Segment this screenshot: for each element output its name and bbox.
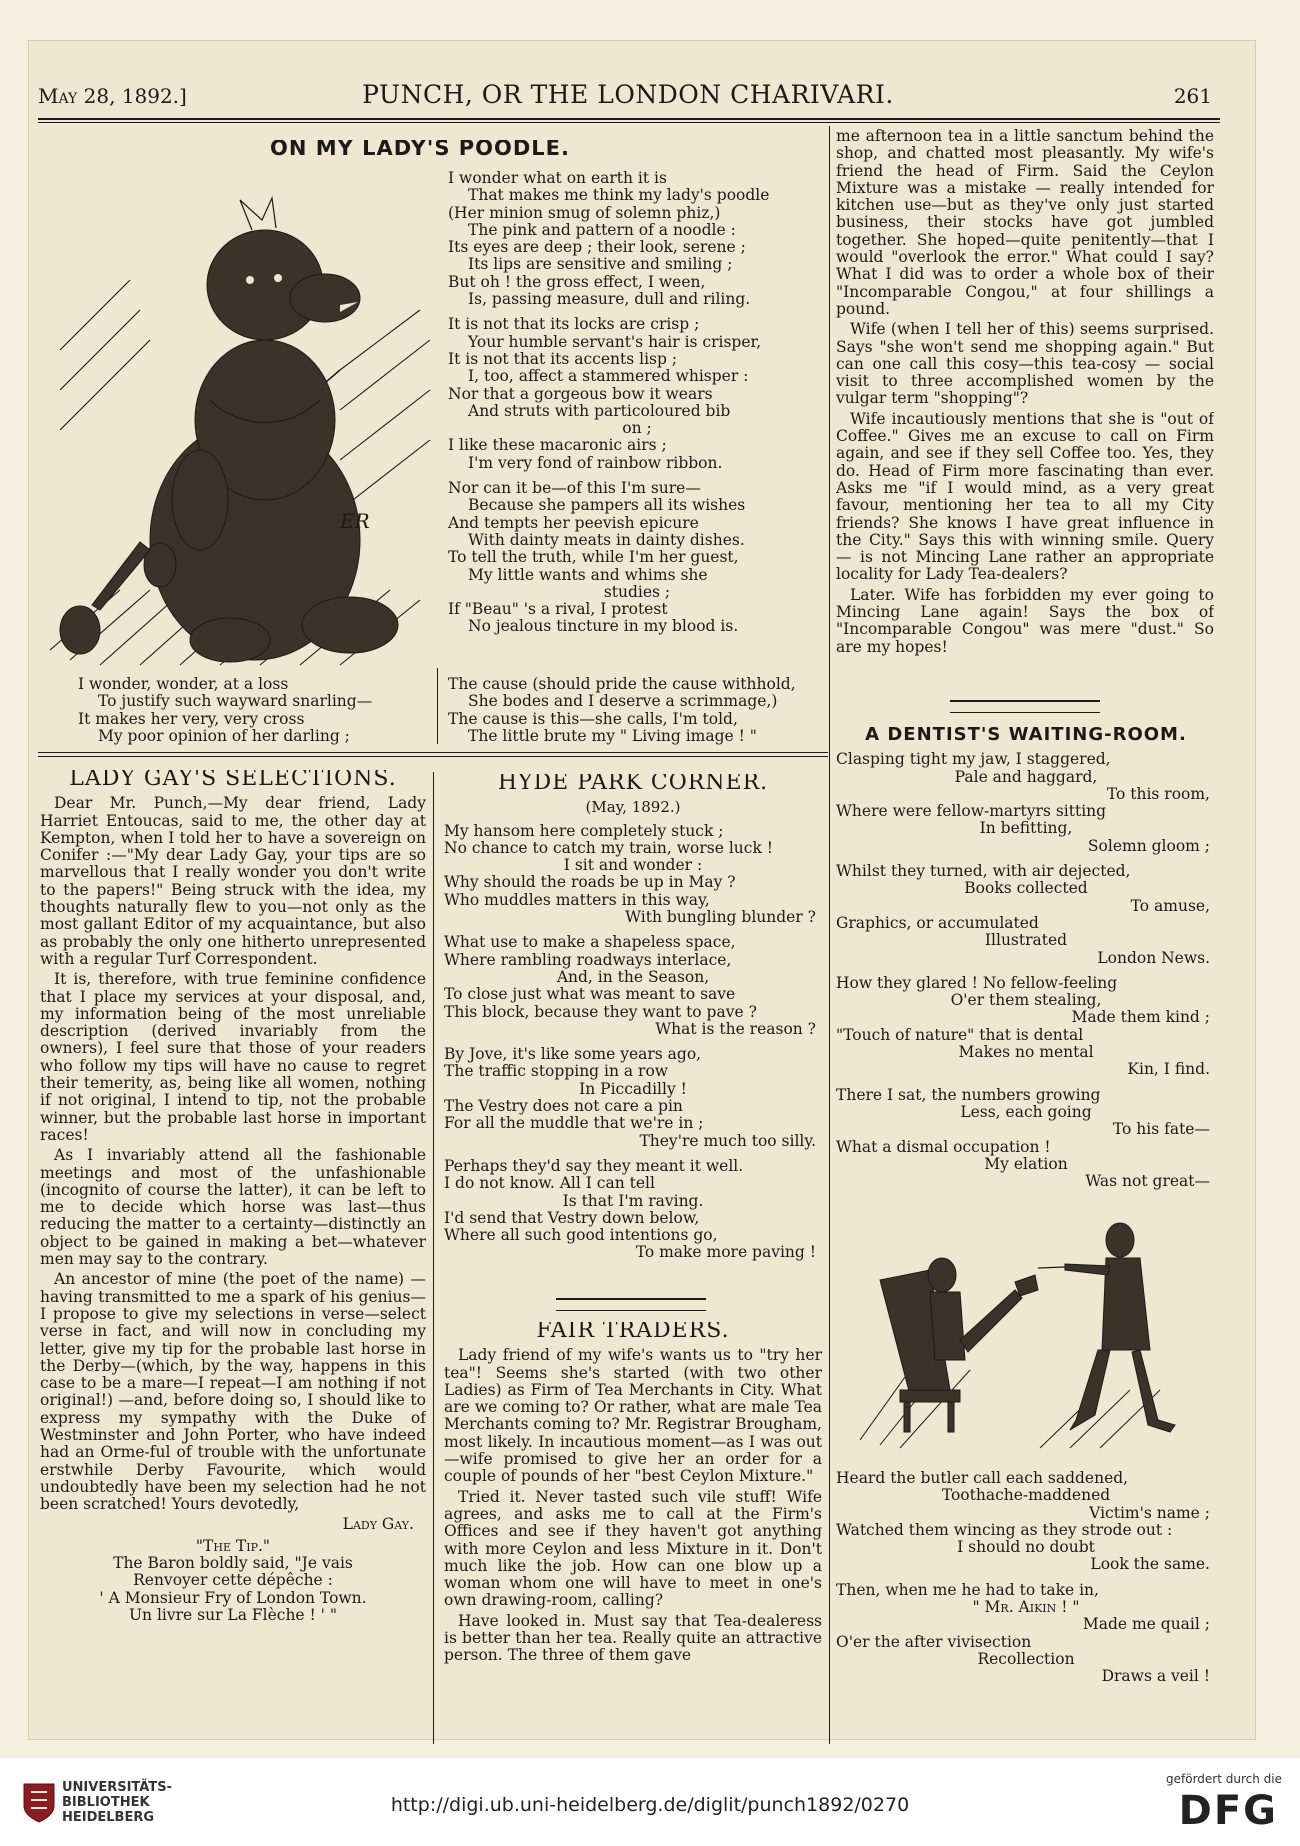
verse-line: I'm very fond of rainbow ribbon.: [468, 453, 723, 472]
verse-line: My hansom here completely stuck ;: [444, 821, 724, 840]
verse-line: " Mr. Aikin ! ": [972, 1598, 1080, 1617]
verse-line: With dainty meats in dainty dishes.: [468, 530, 745, 549]
paragraph: Wife incautiously mentions that she is "out of Coffee." Gives me an excuse to call on Firm again, and see if they sell Coffee too. Yes, they do. Head of Firm more fascinating than ever. Asks me "if I would mind, as a very great favour, mentioning her tea to all my City friends? She knows I have great influence in the City." Says this with winning smile. Query — is not Mincing Lane rather an appropriate locality for Lady Tea-dealers?: [836, 409, 1214, 584]
page-number: 261: [1173, 84, 1212, 108]
verse-line: Illustrated: [984, 931, 1068, 950]
verse-line: "Touch of nature" that is dental: [836, 1025, 1084, 1044]
fair-traders-title: FAIR TRADERS.: [536, 1322, 730, 1343]
verse-line: My poor opinion of her darling ;: [98, 726, 350, 745]
verse-line: The Vestry does not care a pin: [444, 1097, 683, 1116]
verse-line: Graphics, or accumulated: [836, 913, 1039, 932]
verse-line: O'er the after vivisection: [836, 1632, 1032, 1651]
section-ornament: [950, 700, 1100, 713]
verse-line: Why should the roads be up in May ?: [444, 873, 736, 892]
verse-line: Pale and haggard,: [954, 767, 1098, 786]
verse-line: Because she pampers all its wishes: [468, 496, 746, 515]
lady-gay-article: [40, 770, 426, 1742]
verse-line: It makes her very, very cross: [78, 709, 305, 728]
verse-line: What is the reason ?: [655, 1019, 816, 1038]
verse-line: And tempts her peevish epicure: [448, 513, 699, 532]
verse-line: Toothache-maddened: [941, 1486, 1111, 1505]
verse-line: Where rambling roadways interlace,: [444, 950, 732, 969]
verse-line: How they glared ! No fellow-feeling: [836, 973, 1118, 992]
library-name-line: UNIVERSITÄTS-: [62, 1780, 172, 1795]
digitization-footer: [0, 1758, 1300, 1846]
poodle-verse-right: [448, 170, 826, 660]
verse-line: They're much too silly.: [639, 1131, 816, 1150]
verse-line: Watched them wincing as they strode out :: [836, 1520, 1173, 1539]
verse-line: The cause is this—she calls, I'm told,: [448, 709, 738, 728]
fair-traders-article: [444, 1322, 822, 1742]
issue-date: May 28, 1892.]: [38, 84, 187, 108]
verse-line: Heard the butler call each saddened,: [836, 1470, 1129, 1487]
verse-line: I wonder what on earth it is: [448, 170, 667, 187]
divider-right-column: [829, 126, 830, 1744]
verse-line: Books collected: [964, 879, 1088, 898]
verse-line: The little brute my " Living image ! ": [468, 726, 757, 745]
hyde-park-date: (May, 1892.): [585, 798, 681, 817]
poodle-stanza-4: [78, 676, 428, 745]
verse-line: Look the same.: [1090, 1555, 1210, 1574]
verse-line: London News.: [1097, 948, 1210, 967]
dentist-article: [836, 726, 1216, 1206]
verse-line: Makes no mental: [958, 1043, 1094, 1062]
hyde-stanza-2: [444, 934, 822, 1038]
verse-line: To close just what was meant to save: [444, 985, 736, 1004]
library-name-line: BIBLIOTHEK: [62, 1795, 150, 1810]
verse-line: Where were fellow-martyrs sitting: [836, 802, 1107, 821]
verse-line: And struts with particoloured bib: [468, 401, 731, 420]
verse-line: Is that I'm raving.: [562, 1191, 704, 1210]
verse-line: Un livre sur La Flèche ! ' ": [128, 1605, 337, 1624]
tea-continuation: [836, 128, 1214, 700]
verse-line: Draws a veil !: [1101, 1667, 1210, 1686]
verse-line: My little wants and whims she: [468, 565, 708, 584]
verse-line: Who muddles matters in this way,: [444, 890, 710, 909]
verse-line: In befitting,: [979, 819, 1073, 838]
verse-line: Victim's name ;: [1089, 1503, 1210, 1522]
verse-line: By Jove, it's like some years ago,: [444, 1045, 702, 1064]
verse-line: If "Beau" 's a rival, I protest: [448, 600, 668, 619]
signature: Lady Gay.: [342, 1515, 414, 1534]
verse-line: There I sat, the numbers growing: [836, 1085, 1101, 1104]
verse-line: Its lips are sensitive and smiling ;: [468, 255, 733, 274]
verse-line: The Baron boldly said, "Je vais: [113, 1554, 353, 1573]
dentist-article-end: [836, 1470, 1216, 1742]
paragraph: Lady friend of my wife's wants us to "try her tea"! Seems she's started (with two other Ladies) as Firm of Tea Merchants in City. What are we coming to? Or rather, what are male Tea Merchants coming to? Mr. Registrar Brougham, most likely. In incautious moment—as I was out—wife promised to give her an order for a couple of pounds of her "best Ceylon Mixture.": [444, 1346, 822, 1486]
paragraph: Wife (when I tell her of this) seems surprised. Says "she won't send me shopping again." But can one call this cosy—this tea-cosy — social visit to three accomplished women by the vulgar term "shopping"?: [836, 320, 1214, 408]
verse-line: on ;: [622, 419, 652, 438]
hyde-stanza-1: [444, 823, 822, 927]
poodle-illustration: [40, 170, 440, 670]
dentist-illustration: [840, 1220, 1220, 1460]
paragraph: Tried it. Never tasted such vile stuff! Wife agrees, and asks me to call at the Firm's Offices and see if they haven't got anything with more Ceylon and less Mixture in it. Don't much like the job. How can one blow up a woman whom one will have to meet in one's own drawing-room, calling?: [444, 1487, 822, 1610]
divider-poem-bottom-2: [38, 756, 828, 757]
poodle-verse-bottom-left: [78, 676, 428, 748]
verse-line: Then, when me he had to take in,: [836, 1580, 1099, 1599]
header-rule-thin: [38, 122, 1220, 123]
verse-line: Is, passing measure, dull and riling.: [468, 290, 751, 309]
verse-line: Your humble servant's hair is crisper,: [468, 332, 762, 351]
paragraph: Dear Mr. Punch,—My dear friend, Lady Harriet Entoucas, said to me, the other day at Kempton, when I told her to have a sovereign on Conifer :—"My dear Lady Gay, your tips are so marvellous that I really wonder you don't write to the papers!" Being struck with the idea, my thoughts naturally flew to you—not only as the most gallant Editor of my acquaintance, but also as probably the only one hitherto unrepresented with a regular Turf Correspondent.: [40, 794, 426, 968]
verse-line: To make more paving !: [635, 1243, 816, 1262]
verse-line: And, in the Season,: [556, 967, 710, 986]
support-text: gefördert durch die: [1166, 1772, 1282, 1786]
verse-line: Whilst they turned, with air dejected,: [836, 862, 1131, 881]
verse-line: Was not great—: [1085, 1172, 1210, 1191]
library-name-line: HEIDELBERG: [62, 1810, 155, 1825]
verse-line: For all the muddle that we're in ;: [444, 1114, 704, 1133]
hyde-park-article: [444, 774, 822, 1294]
poodle-stanza-5: [448, 676, 826, 745]
verse-line: Recollection: [977, 1649, 1075, 1668]
verse-line: Less, each going: [960, 1102, 1092, 1121]
verse-line: This block, because they want to pave ?: [444, 1002, 757, 1021]
verse-line: I sit and wonder :: [563, 856, 703, 875]
section-ornament: [556, 1298, 706, 1311]
verse-line: Clasping tight my jaw, I staggered,: [836, 750, 1111, 769]
verse-line: studies ;: [603, 582, 671, 601]
verse-line: I'd send that Vestry down below,: [444, 1208, 700, 1227]
verse-line: To amuse,: [1130, 896, 1210, 915]
verse-line: With bungling blunder ?: [625, 908, 816, 927]
verse-line: I do not know. All I can tell: [444, 1174, 655, 1193]
dentist-stanza-5: [836, 1470, 1216, 1574]
tip-verse: [40, 1538, 426, 1624]
artist-monogram: ER: [340, 509, 370, 533]
verse-line: It is not that its accents lisp ;: [448, 349, 678, 368]
verse-line: What a dismal occupation !: [836, 1137, 1051, 1156]
verse-line: To justify such wayward snarling—: [98, 692, 373, 711]
verse-line: Renvoyer cette dépêche :: [133, 1571, 333, 1590]
divider-mid-column: [433, 772, 434, 1744]
verse-line: Kin, I find.: [1127, 1060, 1210, 1079]
poodle-stanza-3: [448, 480, 826, 636]
tip-title: "The Tip.": [195, 1536, 271, 1555]
dentist-title: A DENTIST'S WAITING-ROOM.: [865, 726, 1187, 745]
dfg-logo: DFG: [1178, 1788, 1278, 1834]
dentist-stanza-6: [836, 1582, 1216, 1686]
lady-gay-title: LADY GAY'S SELECTIONS.: [69, 770, 397, 791]
paragraph: It is, therefore, with true feminine confidence that I place my services at your disposal, and, my information being of the most unreliable description (derived invariably from the owners), I feel sure that those of your readers who follow my tips will have no cause to regret their temerity, as, being like all women, nothing if not original, I intend to tip, not the probable winner, but the probable last horse in important races!: [40, 970, 426, 1144]
dentist-stanza-2: [836, 863, 1216, 967]
hyde-stanza-4: [444, 1158, 822, 1262]
poodle-title: ON MY LADY'S POODLE.: [270, 140, 570, 160]
paragraph: Later. Wife has forbidden my ever going to Mincing Lane again! Says the box of "Incomparable Congou" was mere "dust." So are my hopes!: [836, 585, 1214, 656]
paragraph: An ancestor of mine (the poet of the name) —having transmitted to me a spark of his genius—I propose to give my selections in verse—select verse in fact, and will now in concluding my letter, give my tip for the probable last horse in the Derby—(which, by the way, happens in this case to be a mare—I repeat—I am nothing if not original!) —and, before doing so, I should like to express my sympathy with the Duke of Westminster and John Porter, who have indeed had an Orme-ful of trouble with the unfortunate erstwhile Derby Favourite, which would undoubtedly have been my selection had he not been scratched! Yours devotedly,: [40, 1270, 426, 1514]
dentist-stanza-4: [836, 1087, 1216, 1191]
poodle-verse-bottom-right: [448, 676, 826, 748]
verse-line: My elation: [984, 1154, 1068, 1173]
verse-line: It is not that its locks are crisp ;: [448, 315, 700, 334]
verse-line: The traffic stopping in a row: [444, 1062, 669, 1081]
hyde-park-title: HYDE PARK CORNER.: [497, 774, 769, 795]
paragraph: Have looked in. Must say that Tea-dealeress is better than her tea. Really quite an attractive person. The three of them gave: [444, 1611, 822, 1665]
dentist-stanza-3: [836, 975, 1216, 1079]
poodle-stanza-1: [448, 170, 826, 308]
verse-line: No chance to catch my train, worse luck !: [444, 838, 774, 857]
paragraph: me afternoon tea in a little sanctum behind the shop, and chatted most pleasantly. My wife's friend the head of Firm. Said the Ceylon Mixture was a mistake — really intended for kitchen use—but as they've only just started business, their stocks have got jumbled together. She hoped—quite penitently—that I would "overlook the error." What could I say? What I did was to order a whole box of their "Incomparable Congou," at four shillings a pound.: [836, 128, 1214, 318]
verse-line: I wonder, wonder, at a loss: [78, 676, 289, 693]
dentist-stanza-1: [836, 751, 1216, 855]
verse-line: Its eyes are deep ; their look, serene ;: [448, 238, 746, 257]
verse-line: She bodes and I deserve a scrimmage,): [468, 692, 778, 711]
running-header: [38, 44, 1218, 116]
verse-line: (Her minion smug of solemn phiz,): [448, 203, 721, 222]
hyde-stanza-3: [444, 1046, 822, 1150]
poodle-stanza-2: [448, 316, 826, 472]
header-rule-thick: [38, 118, 1220, 120]
divider-poem-bottom: [38, 752, 828, 753]
verse-line: ' A Monsieur Fry of London Town.: [99, 1588, 367, 1607]
masthead-title: PUNCH, OR THE LONDON CHARIVARI.: [362, 80, 894, 109]
verse-line: I should no doubt: [957, 1538, 1095, 1557]
source-url-link[interactable]: http://digi.ub.uni-heidelberg.de/diglit/punch1892/0270: [390, 1794, 910, 1816]
verse-line: Nor can it be—of this I'm sure—: [448, 479, 701, 498]
divider-poem-vertical: [437, 668, 438, 744]
verse-line: Made them kind ;: [1071, 1008, 1210, 1027]
verse-line: To his fate—: [1112, 1120, 1210, 1139]
paragraph: As I invariably attend all the fashionable meetings and most of the unfashionable (incognito of course the latter), it can be left to me to decide which horse was last—thus reducing the matter to a certainty—distinctly an object to be gained in making a bet—whatever men may say to the contrary.: [40, 1146, 426, 1269]
verse-line: But oh ! the gross effect, I ween,: [448, 272, 706, 291]
verse-line: I, too, affect a stammered whisper :: [468, 367, 749, 386]
verse-line: Made me quail ;: [1082, 1615, 1210, 1634]
verse-line: Solemn gloom ;: [1087, 836, 1210, 855]
verse-line: To this room,: [1106, 784, 1210, 803]
verse-line: What use to make a shapeless space,: [444, 933, 736, 952]
verse-line: Nor that a gorgeous bow it wears: [448, 384, 713, 403]
verse-line: The cause (should pride the cause withhold,: [448, 676, 796, 693]
verse-line: Where all such good intentions go,: [444, 1226, 718, 1245]
verse-line: Perhaps they'd say they meant it well.: [444, 1156, 744, 1175]
verse-line: In Piccadilly !: [579, 1079, 687, 1098]
verse-line: I like these macaronic airs ;: [448, 436, 667, 455]
verse-line: O'er them stealing,: [950, 991, 1102, 1010]
verse-line: No jealous tincture in my blood is.: [468, 617, 739, 636]
verse-line: That makes me think my lady's poodle: [468, 186, 770, 205]
verse-line: To tell the truth, while I'm her guest,: [448, 548, 739, 567]
verse-line: The pink and pattern of a noodle :: [468, 220, 736, 239]
